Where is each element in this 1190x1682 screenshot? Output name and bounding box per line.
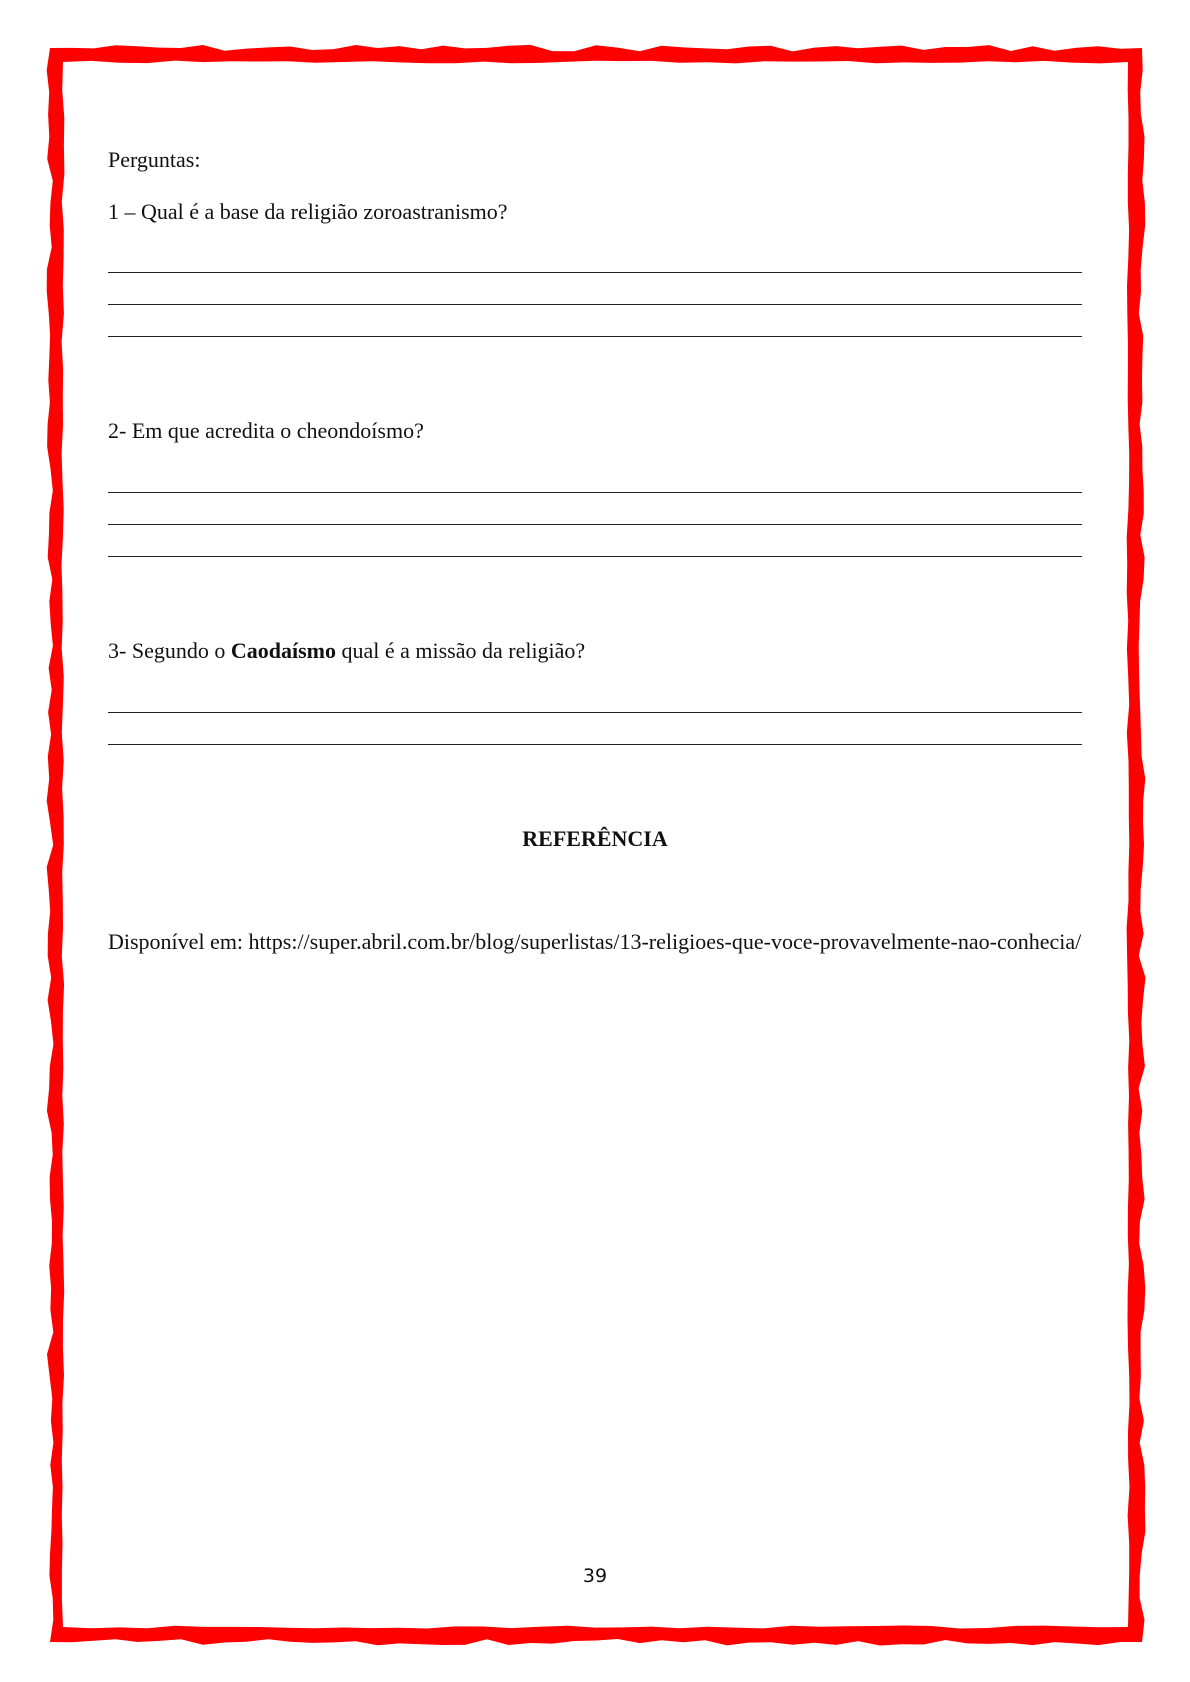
- question-1-number: 1 –: [108, 199, 136, 224]
- question-2-number: 2-: [108, 418, 127, 443]
- page-number: 39: [582, 1565, 608, 1587]
- question-1-text: Qual é a base da religião zoroastranismo?: [141, 199, 508, 224]
- answer-line[interactable]: [108, 336, 1082, 337]
- question-2: [108, 418, 424, 444]
- answer-line[interactable]: [108, 304, 1082, 305]
- answer-line[interactable]: [108, 524, 1082, 525]
- question-1: [108, 199, 508, 225]
- answer-line[interactable]: [108, 744, 1082, 745]
- question-3-number: 3-: [108, 638, 127, 663]
- answer-line[interactable]: [108, 712, 1082, 713]
- question-2-text: Em que acredita o cheondoísmo?: [131, 418, 424, 443]
- question-3-bold-term: Caodaísmo: [230, 638, 336, 663]
- questions-intro: Perguntas:: [108, 147, 201, 172]
- answer-line[interactable]: [108, 272, 1082, 273]
- reference-heading: REFERÊNCIA: [522, 826, 668, 851]
- question-3-prefix: Segundo o: [131, 638, 226, 663]
- answer-line[interactable]: [108, 556, 1082, 557]
- reference-text: Disponível em: https://super.abril.com.br/blog/superlistas/13-religioes-que-voce-provavelmente-nao-conhecia/: [108, 929, 1082, 954]
- question-3-suffix: qual é a missão da religião?: [341, 638, 586, 663]
- answer-line[interactable]: [108, 492, 1082, 493]
- question-3: [108, 638, 585, 664]
